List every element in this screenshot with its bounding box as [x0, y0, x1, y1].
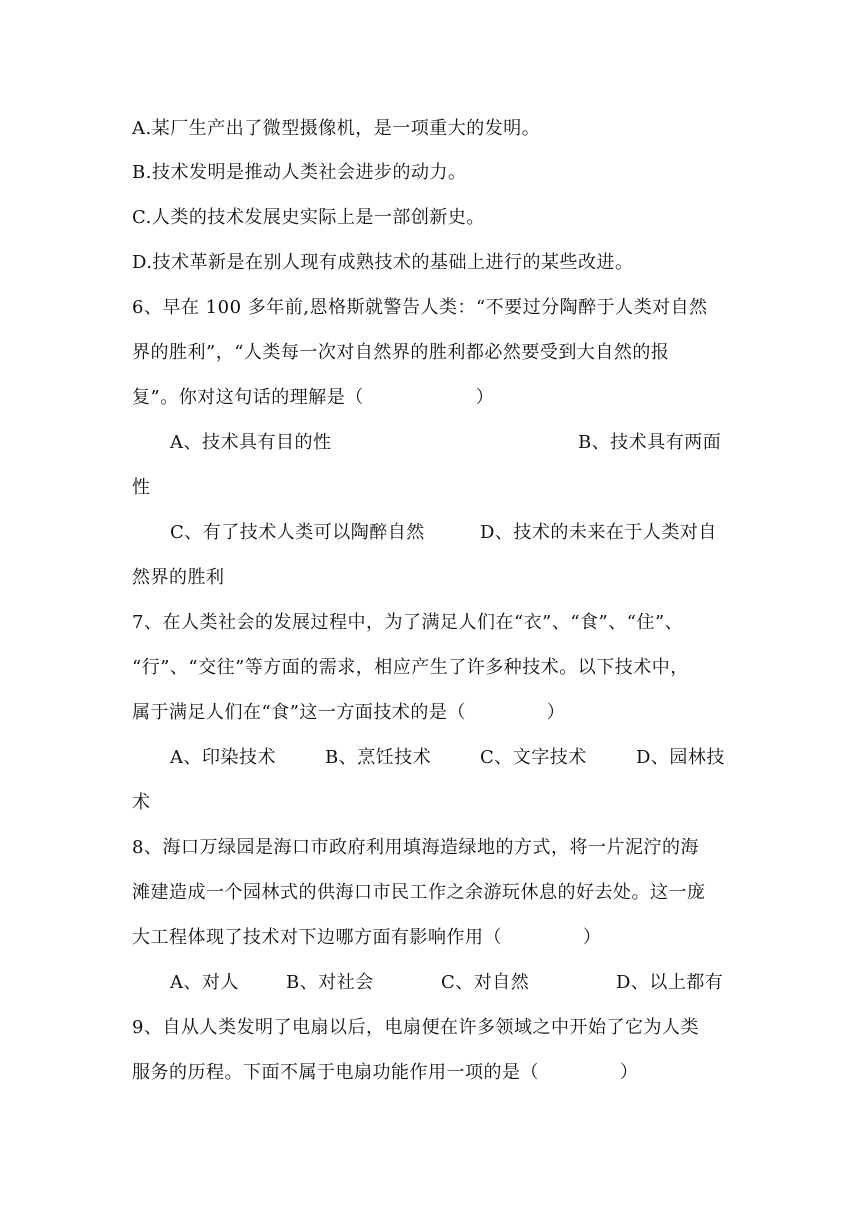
question-8-line-2: 滩建造成一个园林式的供海口市民工作之余游玩休息的好去处。这一庞 [132, 882, 706, 903]
option-5d: D.技术革新是在别人现有成熟技术的基础上进行的某些改进。 [132, 252, 634, 273]
option-7b: B、烹饪技术 [325, 747, 432, 768]
question-6-line-2: 界的胜利”，“人类每一次对自然界的胜利都必然要受到大自然的报 [132, 342, 670, 363]
option-7c: C、文字技术 [480, 747, 587, 768]
option-8a: A、对人 [170, 972, 239, 993]
option-7d-wrap: 术 [132, 792, 151, 813]
question-8-line-1: 8、海口万绿园是海口市政府利用填海造绿地的方式，将一片泥泞的海 [132, 837, 699, 858]
option-6d: D、技术的未来在于人类对自 [480, 522, 717, 543]
question-6-line-3: 复”。你对这句话的理解是（ ） [132, 387, 495, 408]
option-6b: B、技术具有两面 [578, 432, 722, 453]
option-7d: D、园林技 [636, 747, 725, 768]
option-6a: A、技术具有目的性 [170, 432, 332, 453]
question-9-line-2: 服务的历程。下面不属于电扇功能作用一项的是（ ） [132, 1062, 639, 1083]
option-8d: D、以上都有 [616, 972, 724, 993]
option-6c: C、有了技术人类可以陶醉自然 [170, 522, 425, 543]
option-8b: B、对社会 [286, 972, 374, 993]
option-6b-wrap: 性 [132, 477, 151, 498]
question-8-line-3: 大工程体现了技术对下边哪方面有影响作用（ ） [132, 927, 602, 948]
question-9-line-1: 9、自从人类发明了电扇以后，电扇便在许多领域之中开始了它为人类 [132, 1017, 699, 1038]
question-7-line-2: “行”、“交往”等方面的需求，相应产生了许多种技术。以下技术中， [132, 657, 689, 678]
option-5b: B.技术发明是推动人类社会进步的动力。 [132, 162, 467, 183]
question-7-line-3: 属于满足人们在“食”这一方面技术的是（ ） [132, 702, 566, 723]
option-6d-wrap: 然界的胜利 [132, 567, 225, 588]
option-8c: C、对自然 [441, 972, 530, 993]
option-5c: C.人类的技术发展史实际上是一部创新史。 [132, 207, 485, 228]
question-6-line-1: 6、早在 100 多年前,恩格斯就警告人类：“不要过分陶醉于人类对自然 [132, 297, 708, 318]
option-5a: A.某厂生产出了微型摄像机，是一项重大的发明。 [132, 118, 541, 139]
question-7-line-1: 7、在人类社会的发展过程中，为了满足人们在“衣”、“食”、“住”、 [132, 612, 684, 633]
option-7a: A、印染技术 [170, 747, 276, 768]
